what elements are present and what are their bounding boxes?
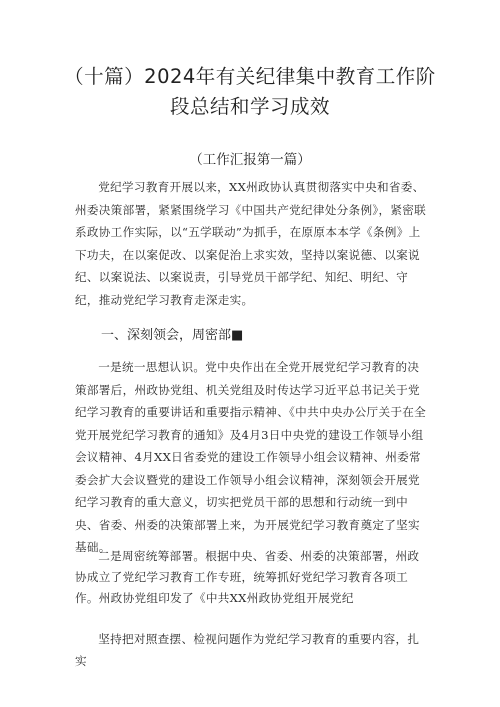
document-subheading: （工作汇报第一篇） <box>189 152 311 168</box>
intro-paragraph: 党纪学习教育开展以来，XX州政协认真贯彻落实中央和省委、州委决策部署，紧紧围绕学习《中国共产党纪律处分条例》，紧密联系政协工作实际，以“五学联动”为抓手，在原原本本学《条例》上下功夫，在以案促改、以案促治上求实效，坚持以案说德、以案说纪、以案说法、以案说责，引导党员干部学纪、知纪、明纪、守纪，推动党纪学习教育走深走实。 <box>75 180 427 307</box>
section-heading: 一、深刻领会，周密部■ <box>101 328 244 343</box>
body-paragraph-2: 二是周密统筹部署。根据中央、省委、州委的决策部署，州政协成立了党纪学习教育工作专班，统筹抓好党纪学习教育各项工作。州政协党组印发了《中共XX州政协党组开展党纪 <box>75 549 420 605</box>
body-paragraph-1: 一是统一思想认识。党中央作出在全党开展党纪学习教育的决策部署后，州政协党组、机关党组及时传达学习近平总书记关于党纪学习教育的重要讲话和重要指示精神、《中共中央办公厅关于在全党开展党纪学习教育的通知》及4月3日中央党的建设工作领导小组会议精神、4月XX日省委党的建设工作领导小组会议精神、州委常委会扩大会议暨党的建设工作领导小组会议精神，深刻领会开展党纪学习教育的重大意义，切实把党员干部的思想和行动统一到中央、省委、州委的决策部署上来，为开展党纪学习教育奠定了坚实基础。 <box>75 360 427 554</box>
document-title: （十篇）2024年有关纪律集中教育工作阶段总结和学习成效 <box>64 65 436 118</box>
body-paragraph-3: 坚持把对照查摆、检视问题作为党纪学习教育的重要内容，扎实 <box>75 632 420 668</box>
